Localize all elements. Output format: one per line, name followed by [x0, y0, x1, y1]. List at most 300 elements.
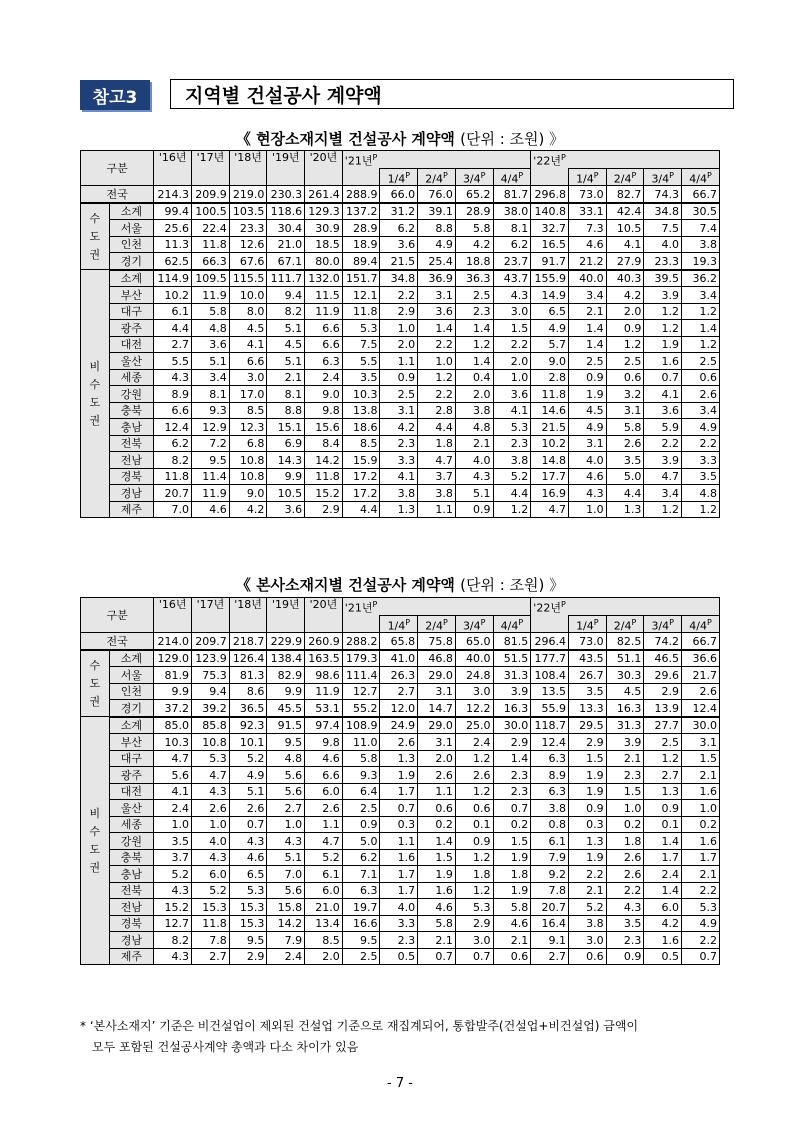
table-cell: 4.9	[568, 419, 606, 436]
table-cell: 3.1	[418, 683, 456, 700]
header-year-22: '22년$^P$	[531, 598, 720, 616]
table-cell: 2.0	[493, 353, 531, 370]
table-cell: 2.3	[493, 435, 531, 452]
row-label: 제주	[109, 501, 154, 518]
table-cell: 2.9	[380, 303, 418, 320]
table-cell: 8.9	[531, 767, 569, 784]
table-cell: 18.9	[342, 236, 380, 253]
row-label: 서울	[109, 220, 154, 237]
table-cell: 12.0	[380, 700, 418, 717]
table-cell: 2.6	[192, 800, 230, 817]
table-cell: 97.4	[305, 717, 343, 734]
table-cell: 4.1	[380, 468, 418, 485]
header-year: '16년	[154, 151, 192, 186]
group-label-sudo: 수 도 권	[81, 650, 110, 717]
table-cell: 3.1	[418, 287, 456, 304]
table-cell: 18.5	[305, 236, 343, 253]
table-cell: 1.0	[682, 800, 720, 817]
table-row	[81, 501, 720, 518]
table-cell: 1.5	[493, 833, 531, 850]
table-cell: 6.6	[229, 353, 267, 370]
table-cell: 6.4	[342, 783, 380, 800]
table-cell: 5.9	[644, 419, 682, 436]
table-cell: 2.5	[380, 386, 418, 403]
table-cell: 126.4	[229, 650, 267, 667]
table2-caption	[80, 574, 720, 595]
header-quarter-21: $2/4^P$	[418, 615, 456, 633]
table-row	[81, 899, 720, 916]
table-cell: 2.3	[606, 767, 644, 784]
table-cell: 10.8	[229, 468, 267, 485]
table-row	[81, 253, 720, 270]
table-cell: 11.8	[305, 468, 343, 485]
table-cell: 3.8	[531, 800, 569, 817]
table-cell: 11.3	[154, 236, 192, 253]
header-year: '19년	[267, 598, 305, 633]
table-cell: 100.5	[192, 203, 230, 220]
table-cell: 2.4	[644, 866, 682, 883]
table-cell: 17.2	[342, 468, 380, 485]
table-cell: 66.3	[192, 253, 230, 270]
header-year: '17년	[192, 151, 230, 186]
table-cell: 6.0	[305, 882, 343, 899]
table-cell: 1.4	[568, 320, 606, 337]
table-cell: 3.8	[682, 236, 720, 253]
table-cell: 2.1	[418, 932, 456, 949]
table-cell: 36.3	[455, 270, 493, 287]
table-cell: 29.0	[418, 667, 456, 684]
table-cell: 0.7	[493, 800, 531, 817]
table-cell: 5.3	[493, 419, 531, 436]
table-cell: 1.0	[568, 501, 606, 518]
table-cell: 9.5	[229, 932, 267, 949]
table-cell: 5.8	[606, 419, 644, 436]
table-cell: 3.8	[493, 452, 531, 469]
table-cell: 16.4	[531, 915, 569, 932]
table-cell: 1.9	[493, 882, 531, 899]
table-cell: 1.2	[455, 783, 493, 800]
table-cell: 9.4	[267, 287, 305, 304]
table-cell: 9.9	[267, 683, 305, 700]
table-cell: 2.1	[682, 866, 720, 883]
row-label: 강원	[109, 833, 154, 850]
table-cell: 51.5	[493, 650, 531, 667]
table-hq-location	[80, 597, 720, 965]
table-cell: 3.0	[493, 303, 531, 320]
table-cell: 4.2	[455, 236, 493, 253]
row-label: 경남	[109, 932, 154, 949]
table-row	[81, 767, 720, 784]
table-cell: 5.6	[267, 783, 305, 800]
table-cell: 3.3	[380, 452, 418, 469]
table-row	[81, 633, 720, 650]
table-cell: 4.5	[267, 336, 305, 353]
table-cell: 1.2	[644, 501, 682, 518]
table-cell: 9.8	[305, 734, 343, 751]
table-cell: 209.9	[192, 186, 230, 203]
row-label: 전북	[109, 435, 154, 452]
table-cell: 2.9	[644, 683, 682, 700]
table-cell: 0.6	[455, 800, 493, 817]
table-cell: 15.3	[229, 915, 267, 932]
table-cell: 37.2	[154, 700, 192, 717]
table-cell: 6.1	[305, 866, 343, 883]
table-cell: 67.1	[267, 253, 305, 270]
row-label: 소계	[109, 717, 154, 734]
table-cell: 8.2	[154, 932, 192, 949]
table-cell: 2.2	[568, 866, 606, 883]
table-cell: 4.8	[455, 419, 493, 436]
table-cell: 4.5	[606, 683, 644, 700]
table-cell: 108.4	[531, 667, 569, 684]
table-cell: 214.3	[154, 186, 192, 203]
table-cell: 0.9	[380, 369, 418, 386]
table-cell: 4.2	[229, 501, 267, 518]
table-cell: 6.3	[305, 353, 343, 370]
table-cell: 28.9	[455, 203, 493, 220]
table-cell: 27.7	[644, 717, 682, 734]
table-cell: 81.7	[493, 186, 531, 203]
row-label: 인천	[109, 683, 154, 700]
table-cell: 5.2	[568, 899, 606, 916]
table-cell: 12.7	[342, 683, 380, 700]
table-cell: 2.7	[531, 948, 569, 965]
table-cell: 1.7	[644, 849, 682, 866]
table-cell: 0.3	[380, 816, 418, 833]
table-cell: 1.2	[644, 320, 682, 337]
table-cell: 1.1	[380, 353, 418, 370]
header-year-21: '21년$^P$	[342, 151, 531, 169]
table-cell: 7.9	[531, 849, 569, 866]
header-year: '18년	[229, 598, 267, 633]
table-cell: 3.2	[606, 386, 644, 403]
table-cell: 4.4	[154, 320, 192, 337]
table-cell: 2.3	[380, 932, 418, 949]
table-cell: 4.8	[682, 485, 720, 502]
table-cell: 16.9	[531, 485, 569, 502]
table-cell: 4.3	[493, 287, 531, 304]
row-label: 인천	[109, 236, 154, 253]
table-cell: 30.0	[682, 717, 720, 734]
table-cell: 129.0	[154, 650, 192, 667]
table-cell: 0.1	[455, 816, 493, 833]
table-cell: 6.6	[305, 767, 343, 784]
table-cell: 1.2	[455, 882, 493, 899]
table-cell: 12.3	[229, 419, 267, 436]
header-quarter-21: $2/4^P$	[418, 168, 456, 186]
table-cell: 4.2	[606, 287, 644, 304]
table-cell: 66.0	[380, 186, 418, 203]
table-cell: 66.7	[682, 186, 720, 203]
table-cell: 0.9	[455, 501, 493, 518]
table-cell: 33.1	[568, 203, 606, 220]
table-cell: 3.8	[380, 485, 418, 502]
table-cell: 1.3	[380, 750, 418, 767]
row-label: 제주	[109, 948, 154, 965]
table-cell: 1.8	[455, 866, 493, 883]
table-cell: 2.6	[305, 800, 343, 817]
table-cell: 8.1	[192, 386, 230, 403]
table-cell: 65.2	[455, 186, 493, 203]
header-quarter-21: $1/4^P$	[380, 615, 418, 633]
table-cell: 296.8	[531, 186, 569, 203]
table-cell: 0.7	[644, 369, 682, 386]
table-cell: 2.0	[606, 303, 644, 320]
table-cell: 0.9	[606, 948, 644, 965]
table-cell: 4.3	[455, 468, 493, 485]
table-cell: 6.0	[305, 783, 343, 800]
table-cell: 1.2	[644, 303, 682, 320]
table-cell: 3.6	[267, 501, 305, 518]
table-cell: 30.9	[305, 220, 343, 237]
table-cell: 9.5	[267, 734, 305, 751]
table-cell: 1.4	[568, 336, 606, 353]
table-cell: 9.0	[305, 386, 343, 403]
table-cell: 4.8	[192, 320, 230, 337]
table-cell: 0.6	[493, 948, 531, 965]
table-cell: 14.2	[267, 915, 305, 932]
table-cell: 163.5	[305, 650, 343, 667]
table-cell: 2.7	[192, 948, 230, 965]
table-cell: 65.8	[380, 633, 418, 650]
table-cell: 82.5	[606, 633, 644, 650]
table-cell: 132.0	[305, 270, 343, 287]
table-cell: 1.2	[606, 336, 644, 353]
table-cell: 22.4	[192, 220, 230, 237]
table-row	[81, 485, 720, 502]
table-cell: 39.1	[418, 203, 456, 220]
table-cell: 1.6	[644, 353, 682, 370]
table-row	[81, 236, 720, 253]
row-label: 울산	[109, 800, 154, 817]
table-cell: 2.4	[154, 800, 192, 817]
table-cell: 26.3	[380, 667, 418, 684]
footnote-line-1: * ‘본사소재지’ 기준은 비건설업이 제외된 건설업 기준으로 재집계되어, 통합발주(건설업+비건설업) 금액이	[80, 1019, 639, 1033]
table-cell: 17.7	[531, 468, 569, 485]
table-cell: 31.3	[606, 717, 644, 734]
table-cell: 5.5	[154, 353, 192, 370]
table-cell: 2.3	[493, 767, 531, 784]
table-cell: 2.1	[493, 932, 531, 949]
table-cell: 1.0	[380, 320, 418, 337]
row-label: 대구	[109, 750, 154, 767]
table-cell: 8.2	[154, 452, 192, 469]
table-cell: 14.2	[305, 452, 343, 469]
table-cell: 0.3	[568, 816, 606, 833]
table-row	[81, 336, 720, 353]
table-cell: 12.6	[229, 236, 267, 253]
table-cell: 3.6	[493, 386, 531, 403]
table-cell: 2.2	[418, 336, 456, 353]
table-cell: 1.3	[644, 783, 682, 800]
table-row	[81, 700, 720, 717]
table-cell: 3.1	[380, 402, 418, 419]
table-cell: 40.0	[568, 270, 606, 287]
table-cell: 4.1	[493, 402, 531, 419]
page-title	[170, 79, 734, 109]
table-cell: 0.2	[606, 816, 644, 833]
header-quarter-22: $3/4^P$	[644, 615, 682, 633]
table-cell: 30.0	[493, 717, 531, 734]
table-cell: 6.0	[192, 866, 230, 883]
table-cell: 7.8	[192, 932, 230, 949]
table-cell: 6.3	[342, 882, 380, 899]
table-cell: 1.2	[455, 849, 493, 866]
table-cell: 0.5	[644, 948, 682, 965]
table-cell: 1.4	[682, 320, 720, 337]
table-cell: 15.1	[267, 419, 305, 436]
table-cell: 3.4	[644, 485, 682, 502]
table-cell: 14.9	[531, 287, 569, 304]
table-cell: 9.5	[342, 932, 380, 949]
table-cell: 74.2	[644, 633, 682, 650]
header-blank-22	[531, 168, 569, 186]
table-cell: 25.6	[154, 220, 192, 237]
table-cell: 1.0	[192, 816, 230, 833]
table-cell: 151.7	[342, 270, 380, 287]
table-cell: 8.1	[267, 386, 305, 403]
table-cell: 108.9	[342, 717, 380, 734]
table-cell: 209.7	[192, 633, 230, 650]
table-row	[81, 750, 720, 767]
table-cell: 51.1	[606, 650, 644, 667]
table-cell: 1.6	[644, 932, 682, 949]
row-label: 세종	[109, 816, 154, 833]
table-cell: 12.4	[154, 419, 192, 436]
table-cell: 2.7	[380, 683, 418, 700]
table-cell: 25.4	[418, 253, 456, 270]
table-cell: 4.3	[192, 783, 230, 800]
table-cell: 3.3	[682, 452, 720, 469]
header-quarter-21: $3/4^P$	[455, 615, 493, 633]
table-cell: 4.0	[455, 452, 493, 469]
table-cell: 2.3	[455, 303, 493, 320]
table-cell: 23.7	[493, 253, 531, 270]
table-cell: 14.3	[267, 452, 305, 469]
table-cell: 2.6	[682, 386, 720, 403]
row-label: 전국	[81, 186, 154, 203]
table-cell: 5.6	[267, 882, 305, 899]
table-row	[81, 452, 720, 469]
table-cell: 99.4	[154, 203, 192, 220]
table-cell: 10.3	[342, 386, 380, 403]
table-cell: 260.9	[305, 633, 343, 650]
row-label: 충북	[109, 849, 154, 866]
table-cell: 6.5	[229, 866, 267, 883]
table-cell: 1.1	[305, 816, 343, 833]
table-cell: 19.7	[342, 899, 380, 916]
table-row	[81, 734, 720, 751]
table-cell: 9.1	[531, 932, 569, 949]
table-cell: 296.4	[531, 633, 569, 650]
table-cell: 1.9	[418, 866, 456, 883]
table-cell: 3.0	[229, 369, 267, 386]
table-cell: 4.7	[305, 833, 343, 850]
table-cell: 1.4	[418, 320, 456, 337]
group-label-sudo: 수 도 권	[81, 203, 110, 270]
table-cell: 1.5	[606, 783, 644, 800]
row-label: 대전	[109, 336, 154, 353]
table-cell: 1.3	[606, 501, 644, 518]
table-cell: 4.3	[154, 882, 192, 899]
table-cell: 43.7	[493, 270, 531, 287]
table-cell: 6.6	[154, 402, 192, 419]
table-cell: 2.1	[682, 767, 720, 784]
table-cell: 1.9	[380, 767, 418, 784]
table-cell: 10.0	[229, 287, 267, 304]
table-cell: 11.8	[342, 303, 380, 320]
header-quarter-22: $1/4^P$	[568, 168, 606, 186]
footnote-line-2: 모두 포함된 건설공사계약 총액과 다소 차이가 있음	[92, 1040, 359, 1054]
table-cell: 76.0	[418, 186, 456, 203]
table-cell: 2.5	[342, 800, 380, 817]
table-cell: 2.2	[682, 435, 720, 452]
table-cell: 4.0	[568, 452, 606, 469]
table-cell: 29.5	[568, 717, 606, 734]
table-row	[81, 402, 720, 419]
table-cell: 0.9	[342, 816, 380, 833]
table-cell: 4.9	[531, 320, 569, 337]
table-cell: 0.8	[531, 816, 569, 833]
row-label: 충남	[109, 419, 154, 436]
table-cell: 8.0	[229, 303, 267, 320]
table-cell: 3.7	[154, 849, 192, 866]
table-cell: 2.5	[455, 287, 493, 304]
table-cell: 3.1	[418, 734, 456, 751]
table-cell: 34.8	[380, 270, 418, 287]
table-cell: 0.9	[568, 369, 606, 386]
table-cell: 21.5	[380, 253, 418, 270]
table-cell: 11.8	[192, 915, 230, 932]
table-cell: 5.8	[192, 303, 230, 320]
table-cell: 2.5	[568, 353, 606, 370]
table-cell: 53.1	[305, 700, 343, 717]
table-cell: 1.0	[418, 353, 456, 370]
header-year-21: '21년$^P$	[342, 598, 531, 616]
table-row	[81, 866, 720, 883]
table-cell: 219.0	[229, 186, 267, 203]
table-cell: 25.0	[455, 717, 493, 734]
table-cell: 32.7	[531, 220, 569, 237]
table-cell: 1.7	[380, 783, 418, 800]
table-cell: 114.9	[154, 270, 192, 287]
table-cell: 1.4	[455, 353, 493, 370]
table-row	[81, 203, 720, 220]
header-year: '20년	[305, 598, 343, 633]
table2-unit: (단위 : 조원) 》	[460, 576, 565, 594]
table-cell: 8.8	[418, 220, 456, 237]
table-cell: 0.9	[606, 320, 644, 337]
table-cell: 1.8	[418, 435, 456, 452]
row-label: 소계	[109, 650, 154, 667]
row-label: 대전	[109, 783, 154, 800]
table-cell: 1.2	[682, 336, 720, 353]
table-cell: 4.3	[267, 833, 305, 850]
table-cell: 2.1	[267, 369, 305, 386]
header-quarter-21: $1/4^P$	[380, 168, 418, 186]
table-cell: 4.7	[154, 750, 192, 767]
table-cell: 1.9	[568, 386, 606, 403]
table-cell: 1.3	[568, 833, 606, 850]
table-cell: 1.4	[493, 750, 531, 767]
header-year-22: '22년$^P$	[531, 151, 720, 169]
table-cell: 3.6	[418, 303, 456, 320]
table-cell: 179.3	[342, 650, 380, 667]
table-cell: 5.6	[154, 767, 192, 784]
table-site-location	[80, 150, 720, 518]
table-cell: 0.7	[380, 800, 418, 817]
table-cell: 10.5	[606, 220, 644, 237]
